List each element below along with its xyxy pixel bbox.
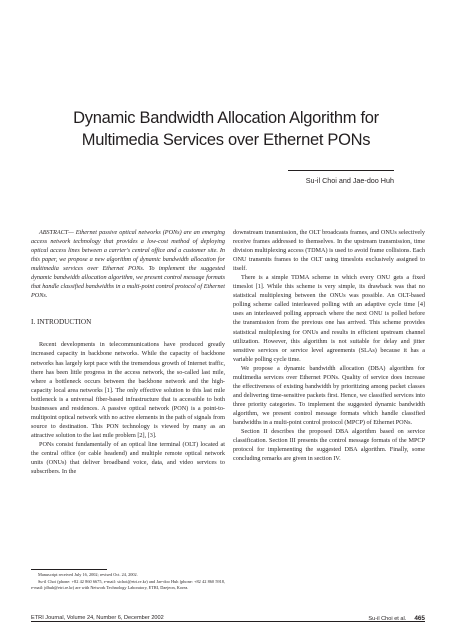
body-paragraph-tdma: There is a simple TDMA scheme in which every ONU gets a fixed timeslot [1]. While this scheme is very simple, its drawback was that no statistical multiplexing between the ONUs was possible. An OLT-based polling scheme called interleaved polling with an adaptive cycle time [4] uses an interleaved polling approach where the next ONU is polled before the transmission from the previous one has arrived. This scheme provides statistical multiplexing for ONUs and results in efficient upstream channel utilization. However, this algorithm is not suitable for delay and jitter sensitive services or service level agreements (SLAs) because it has a variable polling cycle time. [233,274,425,363]
footnote-manuscript: Manuscript received July 16, 2002; revised Oct. 24, 2002. [38,572,138,577]
author-names: Su-il Choi and Jae-doo Huh [305,176,394,185]
footnote-authors: Su-il Choi (phone: +82 42 860 6675, e-mail: sichoi@etri.re.kr) and Jae-doo Huh (phone: +82 42 860 5918, e-mail: jdhuh@etri.re.kr) are with Network Technology Laboratory, ETRI, Daejeon, Korea. [31,578,225,591]
right-column [233,228,425,463]
paper-title-line-1: Dynamic Bandwidth Allocation Algorithm for [73,109,379,127]
footer-divider [31,621,425,622]
intro-paragraph-1: Recent developments in telecommunications have produced greatly increased capacity in backbone networks. While the capacity of backbone networks has largely kept pace with the tremendous growth of Internet traffic, there has been little progress in the access network, the so-called last mile, where a bottleneck occurs between the backbone network and the high-capacity local area networks [1]. The only effective solution to this last mile bottleneck is a universal fiber-based infrastructure that is accessible to both businesses and residences. A passive optical network (PON) is a point-to-multipoint optical network with no active elements in the path of signals from source to destination. This PON technology is viewed by many as an attractive solution to the last mile problem [2], [3]. [31,341,225,439]
body-paragraph-outline: Section II describes the proposed DBA algorithm based on service classification. Section III presents the control message formats of the MPCP protocol for implementing the suggested DBA algorithm. Finally, some concluding remarks are given in section IV. [233,428,425,463]
section-heading-introduction: I. INTRODUCTION [31,318,92,327]
left-column [31,228,225,476]
footnote-block [31,572,225,592]
intro-paragraph-2: PONs consist fundamentally of an optical line terminal (OLT) located at the central office (or cable headend) and multiple remote optical network units (ONUs) that deliver broadband voice, data, and video services to subscribers. In the [31,440,225,476]
footnote-divider [31,569,107,570]
paper-title-line-2: Multimedia Services over Ethernet PONs [81,131,371,149]
journal-citation: ETRI Journal, Volume 24, Number 6, December 2002 [31,615,164,621]
abstract-text: ABSTRACT— Ethernet passive optical networks (PONs) are an emerging access network technology that provides a low-cost method of deploying optical access lines between a carrier's central office and a customer site. In this paper, we propose a new algorithm of dynamic bandwidth allocation for multimedia services over Ethernet PONs. To implement the suggested dynamic bandwidth allocation algorithm, we present control message formats that handle classified bandwidths in a multi-point control protocol of Ethernet PONs. [31,229,225,300]
author-divider [288,170,394,171]
running-authors: Su-il Choi et al. [368,616,407,622]
body-paragraph-continued: downstream transmission, the OLT broadcasts frames, and ONUs selectively receive frames addressed to themselves. In the upstream transmission, time division multiplexing access (TDMA) is used to avoid frame collisions. Each ONU transmits frames to the OLT using timeslots exclusively assigned to itself. [233,229,425,273]
body-paragraph-dba: We propose a dynamic bandwidth allocation (DBA) algorithm for multimedia services over Ethernet PONs. Quality of service does increase the effectiveness of existing bandwidth by prioritizing among packet classes and delivering time-sensitive packets first. Hence, we classified services into three priority categories. To implement the suggested dynamic bandwidth algorithm, we present control message formats which handle classified bandwidths in a multi-point control protocol (MPCP) of Ethernet PONs. [233,364,425,426]
page-number: 465 [414,615,425,622]
